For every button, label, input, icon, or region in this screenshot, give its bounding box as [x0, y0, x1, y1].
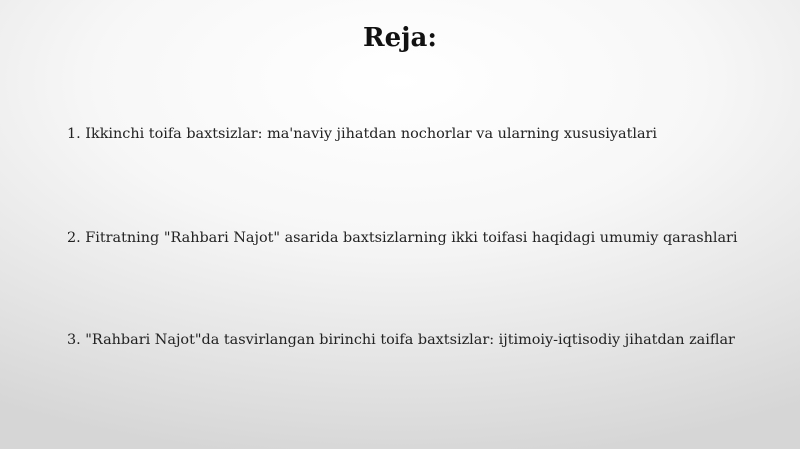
slide-title: Reja: — [362, 23, 437, 53]
plan-item-3: 3. "Rahbari Najot"da tasvirlangan birinchi toifa baxtsizlar: ijtimoiy-iqtisodiy jihatdan zaiflar — [67, 332, 735, 348]
plan-item-1: 1. Ikkinchi toifa baxtsizlar: ma'naviy jihatdan nochorlar va ularning xususiyatlari — [67, 126, 658, 142]
plan-item-2: 2. Fitratning "Rahbari Najot" asarida baxtsizlarning ikki toifasi haqidagi umumiy qarashlari — [67, 230, 738, 246]
